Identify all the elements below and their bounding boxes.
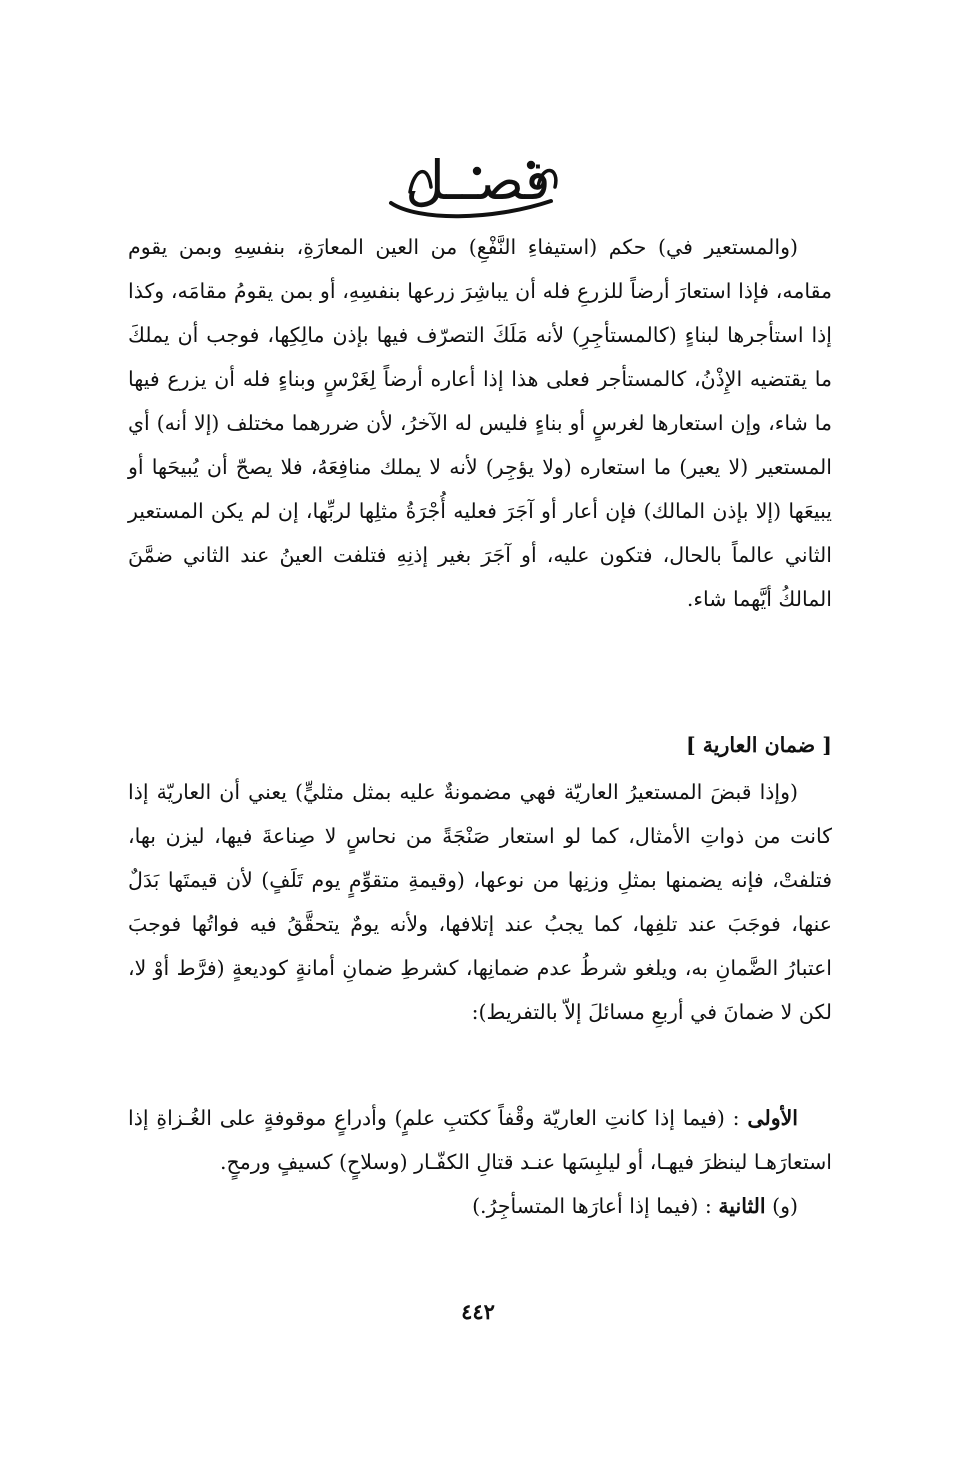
page-number: ٤٤٢ <box>461 1299 495 1324</box>
case-first-paragraph <box>128 1096 832 1184</box>
liability-paragraph: (وإذا قبضَ المستعيرُ العاريّة فهي مضمونةٌ عليه بمثل مثليٍّ) يعني أن العاريّة إذا كانت من ذواتِ الأمثال، كما لو استعار صَنْجَةً من نحاسٍ لا صِناعةَ فيها، ليزن بها، فتلفتْ، فإنه يضمنها بمثلِ وزنِها من نوعها، (وقيمةِ متقوِّمٍ يوم تَلَفٍ) لأن قيمتَها بَدَلٌ عنها، فوجَبَ عند تلفِها، كما يجبُ عند إتلافها، ولأنه يومٌ يتحقَّقُ فيه فواتُها فوجبَ اعتبارُ الضَّمانِ به، ويلغو شرطُ عدم ضمانِها، كشرطِ ضمانِ أمانةٍ كوديعةٍ (فرَّط أوْ لا، لكن لا ضمانَ في أربعِ مسائلَ إلاّ بالتفريط): <box>128 780 832 1024</box>
cases-text-block <box>128 1096 832 1228</box>
section-heading: [ ضمان العارية ] <box>685 733 832 757</box>
case-second-paragraph <box>128 1184 832 1228</box>
header-calligraphy <box>373 145 583 225</box>
case-text-first: : (فيما إذا كانتِ العاريّة وقْفاً ككتبِ علمٍ) وأدراعٍ موقوفةٍ على الغُـزاةِ إذا استعارَهـا لينظرَ فيهـا، أو ليلبِسَها عنـد قتالِ الكفّـار (وسلاحٍ) كسيفٍ ورمحٍ. <box>128 1106 832 1174</box>
header-title: فصــل <box>405 149 551 212</box>
case-text-second: : (فيما إذا أعارَها المتسأجِرُ.) <box>472 1194 712 1218</box>
opening-paragraph: (والمستعير في) حكم (استيفاءِ النَّفْعِ) من العين المعارَةِ، بنفسِهِ وبمن يقوم مقامه، فإذا استعارَ أرضاً للزرعِ فله أن يباشِرَ زرعها بنفسِهِ، أو بمن يقومُ مقامَه، وكذا إذا استأجرها لبناءٍ (كالمستأجِرِ) لأنه مَلَكَ التصرّف فيها بإذن مالِكِها، فوجب أن يملكَ ما يقتضيه الإِذْنُ، كالمستأجر فعلى هذا إذا أعاره أرضاً لِغَرْسٍ وبناءٍ فله أن يزرع فيها ما شاء، وإن استعارها لغرسٍ أو بناءٍ فليس له الآخرُ، لأن ضررهما مختلف (إلا أنه) أي المستعير (لا يعير) ما استعاره (ولا يؤجِر) لأنه لا يملك منافِعَهُ، فلا يصحّ أن يُبيحَها أو يبيعَها (إلا بإذن المالك) فإن أعار أو آجَرَ فعليه أُجْرَةُ مثلِها لربِّها، إن لم يكن المستعير الثاني عالماً بالحال، فتكون عليه، أو آجَرَ بغير إذنِهِ فتلفت العينُ عند الثاني ضمَّنَ المالكُ أيَّهما شاء. <box>128 235 832 611</box>
case-prefix: (و) <box>765 1194 798 1218</box>
opening-text-block <box>128 225 832 621</box>
case-label-first: الأولى <box>747 1106 798 1130</box>
liability-text-block <box>128 770 832 1034</box>
chapter-header <box>0 140 956 230</box>
case-label-second: الثانية <box>718 1194 766 1218</box>
